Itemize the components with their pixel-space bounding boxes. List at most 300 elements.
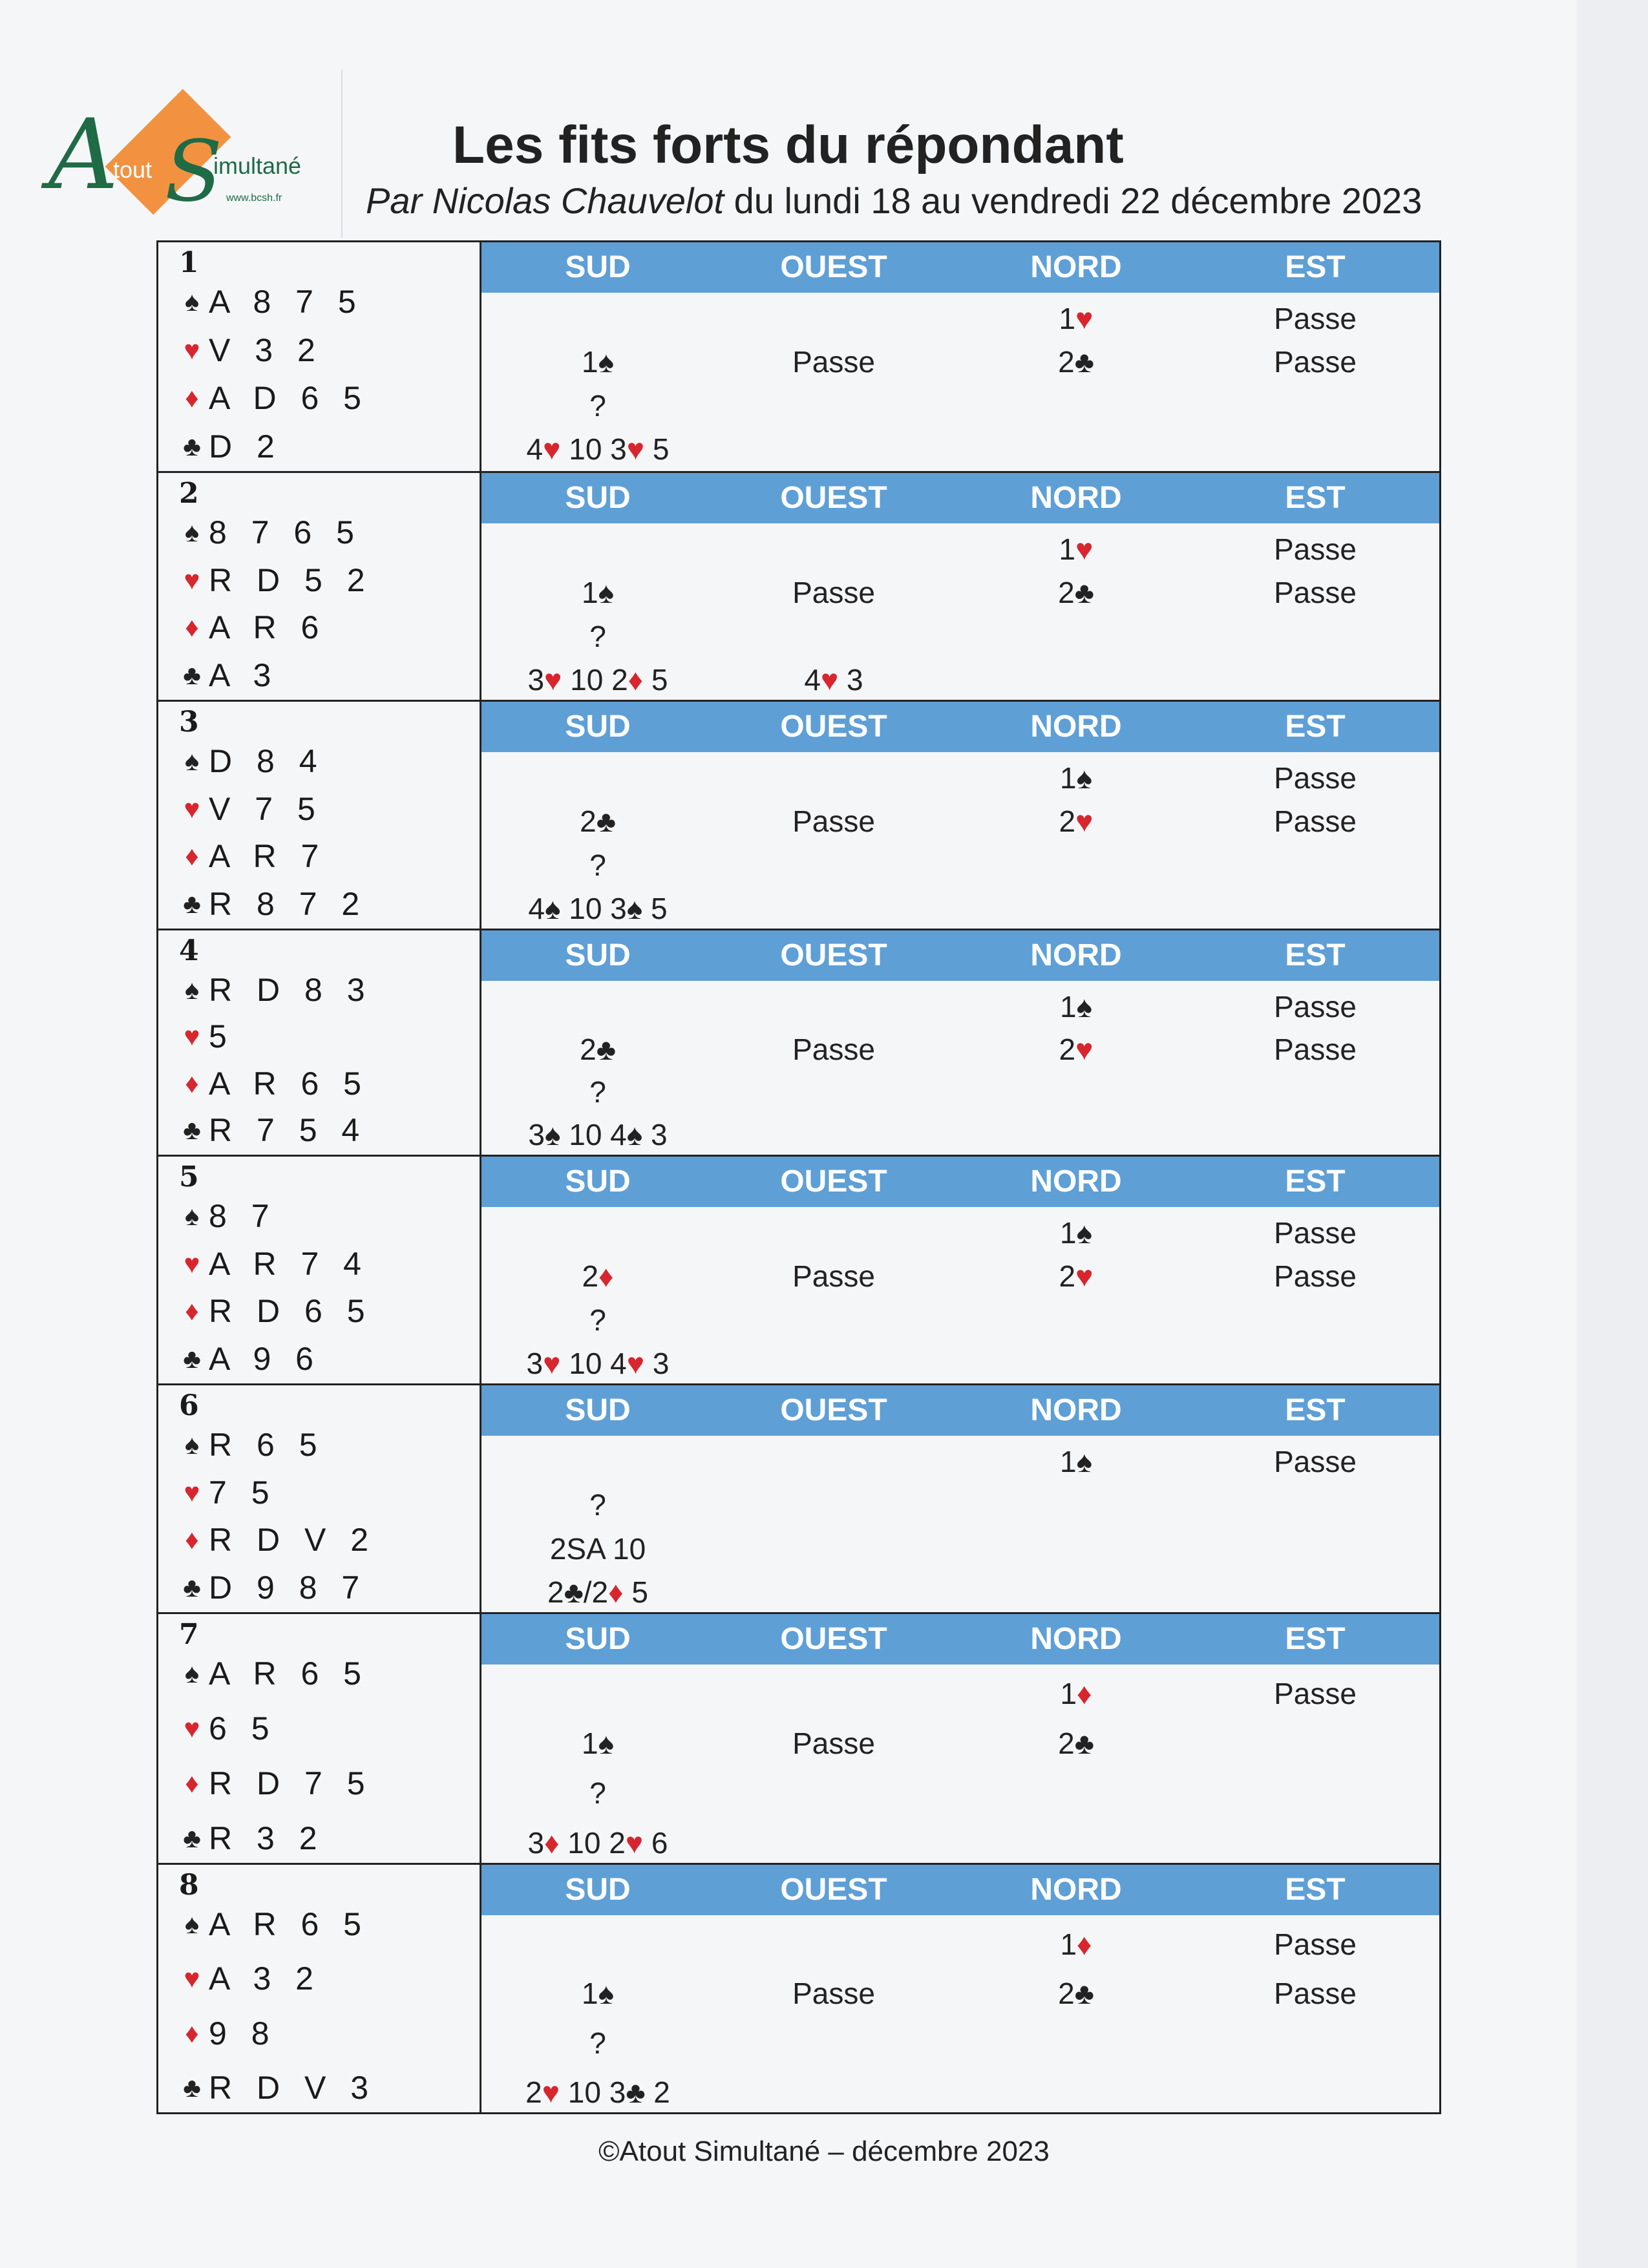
diamonds-icon: ♦: [185, 1524, 199, 1555]
deal-2: [158, 471, 1439, 700]
bidding-header: [481, 1614, 1439, 1664]
header-nord: NORD: [1030, 1873, 1122, 1907]
bid-sud: [481, 1531, 714, 1567]
logo-url: www.bcsh.fr: [226, 193, 282, 204]
bid-text: 10 2: [562, 663, 628, 697]
hearts-icon: ♥: [184, 1021, 200, 1052]
bid-sud: [481, 1117, 714, 1153]
club-icon: ♣: [596, 1033, 616, 1066]
cards: A R 7: [209, 838, 327, 875]
bid-text: 1: [1059, 532, 1076, 566]
cards: A R 7 4: [209, 1245, 369, 1282]
bid-text: 2: [1058, 1977, 1075, 2011]
spades-icon: ♠: [184, 1201, 200, 1231]
suit-row-diamonds: [175, 1764, 480, 1803]
bid-sud: [481, 1775, 714, 1811]
bid-nord: [960, 760, 1192, 796]
header-sud: SUD: [565, 250, 631, 284]
cards: A 8 7 5: [209, 284, 364, 320]
bidding-header: [481, 1385, 1439, 1436]
bid-text: 3: [644, 1347, 670, 1380]
bid-est: [1199, 760, 1431, 796]
header-ouest: OUEST: [780, 1164, 887, 1199]
bid-text: 5: [642, 892, 668, 925]
bid-nord: [960, 1675, 1192, 1712]
bid-text: 2: [1058, 576, 1075, 610]
clubs-icon: ♣: [183, 1571, 201, 1602]
header-ouest: OUEST: [780, 938, 887, 972]
suit-row-diamonds: [175, 837, 480, 876]
bid-text: 2: [580, 804, 597, 839]
bid-text: 3: [526, 1347, 544, 1380]
bidding-area: [481, 1385, 1439, 1612]
suit-row-diamonds: [175, 2014, 480, 2053]
cards: R D 5 2: [209, 562, 373, 598]
header-sud: SUD: [565, 1164, 631, 1199]
cards: 8 7 6 5: [209, 514, 362, 551]
clubs-icon: ♣: [183, 430, 201, 461]
clubs-icon: ♣: [183, 1343, 201, 1374]
bid-text: Passe: [792, 1977, 875, 2011]
page-subtitle: [366, 180, 1422, 222]
bid-text: ?: [589, 1776, 606, 1810]
clubs-icon: ♣: [183, 1114, 201, 1145]
bid-text: ?: [589, 388, 606, 423]
bid-text: 10 3: [560, 892, 627, 925]
spade-icon: ♠: [545, 892, 561, 925]
bid-text: Passe: [792, 1727, 875, 1760]
header-sud: SUD: [565, 481, 631, 515]
suit-row-clubs: [175, 885, 480, 923]
suit-row-hearts: [175, 1017, 480, 1056]
header-nord: NORD: [1030, 1622, 1122, 1656]
bidding-header: [481, 1157, 1439, 1207]
bidding-header: [481, 242, 1439, 293]
bid-nord: [960, 1031, 1192, 1067]
page-edge-shade: [1577, 0, 1648, 2268]
bid-ouest: [717, 1725, 950, 1761]
header-nord: NORD: [1030, 709, 1122, 744]
bid-est: [1199, 1675, 1431, 1712]
suit-row-spades: [175, 282, 480, 321]
cards: A 9 6: [209, 1340, 321, 1377]
hearts-icon: ♥: [184, 1248, 200, 1279]
bid-sud: [481, 574, 714, 611]
deal-number: 8: [179, 1869, 199, 1902]
bid-text: /2: [583, 1575, 609, 1609]
bidding-header: [481, 930, 1439, 981]
bid-text: 2: [582, 1259, 599, 1294]
club-icon: ♣: [1074, 576, 1094, 610]
suit-row-clubs: [175, 427, 480, 466]
cards: V 7 5: [209, 790, 323, 827]
deal-5: [158, 1155, 1439, 1383]
hand-cell: [158, 1865, 481, 2112]
bid-sud: [481, 1825, 714, 1861]
bid-text: 3: [838, 663, 863, 697]
bid-nord: [960, 989, 1192, 1025]
suit-row-hearts: [175, 561, 480, 600]
bid-text: 1: [1059, 1216, 1077, 1250]
author-name: Nicolas Chauvelot: [432, 180, 724, 221]
atout-simultane-logo: [39, 78, 343, 239]
bid-text: 3: [642, 1118, 668, 1151]
suit-row-diamonds: [175, 608, 480, 647]
cards: A R 6 5: [209, 1065, 369, 1102]
hearts-icon: ♥: [184, 1476, 200, 1507]
bid-est: [1199, 300, 1431, 337]
bid-est: [1199, 1975, 1431, 2011]
bid-text: 2: [1058, 1727, 1075, 1760]
cards: 7 5: [209, 1474, 277, 1511]
bid-text: Passe: [1274, 576, 1357, 610]
cards: R 3 2: [209, 1820, 325, 1856]
heart-icon: ♥: [626, 1347, 645, 1380]
bid-text: 5: [643, 663, 668, 697]
deal-number: 6: [179, 1389, 199, 1422]
bid-nord: [960, 803, 1192, 839]
bid-text: 10 3: [560, 432, 627, 466]
hand: [175, 513, 480, 695]
bid-text: Passe: [1274, 1216, 1357, 1250]
suit-row-spades: [175, 971, 480, 1009]
cards: R 7 5 4: [209, 1111, 368, 1148]
bid-text: ?: [589, 1303, 606, 1337]
bid-est: [1199, 1444, 1431, 1480]
spade-icon: ♠: [1076, 990, 1093, 1024]
bid-text: Passe: [1274, 1977, 1357, 2011]
bid-text: ?: [589, 619, 606, 653]
header-sud: SUD: [565, 1873, 631, 1907]
bid-text: 1: [1059, 990, 1077, 1024]
cards: R D V 3: [209, 2069, 377, 2106]
bid-text: ?: [589, 848, 606, 882]
cards: V 3 2: [209, 331, 323, 368]
bidding-area: [481, 1614, 1439, 1863]
cards: R 8 7 2: [209, 885, 368, 922]
spade-icon: ♠: [598, 1977, 615, 2011]
page-title: Les fits forts du répondant: [452, 116, 1124, 174]
suit-row-hearts: [175, 1959, 480, 1998]
bid-ouest: [717, 1258, 950, 1294]
spades-icon: ♠: [184, 1909, 200, 1939]
bid-text: 2: [525, 2075, 542, 2109]
header-est: EST: [1285, 250, 1346, 284]
bid-sud: [481, 431, 714, 467]
header-ouest: OUEST: [780, 481, 887, 515]
hearts-icon: ♥: [184, 1963, 200, 1994]
club-icon: ♣: [564, 1575, 584, 1609]
spades-icon: ♠: [184, 974, 200, 1005]
suit-row-spades: [175, 742, 480, 781]
bid-text: 4: [526, 432, 544, 466]
spades-icon: ♠: [184, 1429, 200, 1460]
bid-text: Passe: [1274, 1445, 1357, 1478]
bid-text: 2: [1059, 1259, 1076, 1294]
bid-text: Passe: [1274, 532, 1357, 566]
bid-est: [1199, 803, 1431, 839]
bidding-area: [481, 242, 1439, 471]
hand-cell: [158, 930, 481, 1155]
bidding-area: [481, 473, 1439, 700]
heart-icon: ♥: [626, 432, 645, 466]
heart-icon: ♥: [1075, 302, 1093, 335]
suit-row-spades: [175, 1654, 480, 1693]
bid-text: Passe: [1274, 1033, 1357, 1066]
header-est: EST: [1285, 709, 1346, 744]
club-icon: ♣: [596, 804, 616, 839]
logo-letter-a: A: [48, 99, 119, 211]
diamond-icon: ♦: [628, 663, 644, 697]
bid-sud: [481, 1302, 714, 1338]
bid-sud: [481, 847, 714, 883]
bid-nord: [960, 531, 1192, 567]
clubs-icon: ♣: [183, 1823, 201, 1853]
bid-sud: [481, 618, 714, 655]
deal-1: [158, 242, 1439, 471]
bid-text: 2: [1058, 345, 1075, 379]
bid-text: 6: [643, 1826, 668, 1860]
bid-sud: [481, 2025, 714, 2061]
bid-text: 1: [1060, 1677, 1077, 1710]
bidding-area: [481, 930, 1439, 1155]
bidding-header: [481, 473, 1439, 523]
bid-text: Passe: [792, 576, 875, 610]
hand-cell: [158, 1385, 481, 1612]
heart-icon: ♥: [1075, 804, 1093, 839]
header-sud: SUD: [565, 1622, 631, 1656]
deals-table: [156, 240, 1441, 2114]
spade-icon: ♠: [545, 1118, 561, 1151]
heart-icon: ♥: [542, 2075, 560, 2109]
bid-text: 2SA 10: [549, 1531, 646, 1566]
cards: A 3 2: [209, 1960, 321, 1997]
club-icon: ♣: [1074, 1727, 1094, 1760]
cards: A R 6: [209, 609, 327, 646]
cards: A R 6 5: [209, 1906, 369, 1942]
bid-text: 2: [580, 1033, 597, 1066]
spade-icon: ♠: [598, 345, 615, 379]
diamonds-icon: ♦: [185, 2017, 199, 2048]
bid-ouest: [717, 803, 950, 839]
clubs-icon: ♣: [183, 659, 201, 690]
header-est: EST: [1285, 938, 1346, 972]
heart-icon: ♥: [1075, 532, 1093, 566]
bid-sud: [481, 1725, 714, 1761]
suit-row-hearts: [175, 331, 480, 370]
suit-row-clubs: [175, 1111, 480, 1150]
bid-ouest: [717, 574, 950, 611]
cards: R D 8 3: [209, 972, 373, 1008]
cards: D 8 4: [209, 743, 325, 779]
hand-cell: [158, 1157, 481, 1383]
hand: [175, 1425, 480, 1607]
bid-text: 5: [623, 1575, 648, 1609]
bid-text: 3: [527, 1826, 545, 1860]
bid-text: Passe: [1274, 302, 1357, 335]
bid-text: 1: [1059, 1445, 1077, 1478]
hand: [175, 1905, 480, 2107]
club-icon: ♣: [1074, 1977, 1094, 2011]
cards: R D V 2: [209, 1522, 377, 1559]
heart-icon: ♥: [1075, 1259, 1093, 1294]
bid-sud: [481, 803, 714, 839]
bid-text: 4: [804, 663, 821, 697]
spade-icon: ♠: [598, 1727, 615, 1760]
bid-est: [1199, 1215, 1431, 1251]
bid-est: [1199, 1926, 1431, 1962]
suit-row-clubs: [175, 656, 480, 695]
bid-sud: [481, 1074, 714, 1110]
bid-text: Passe: [1274, 990, 1357, 1024]
bid-sud: [481, 1031, 714, 1067]
diamonds-icon: ♦: [185, 841, 199, 872]
deal-number: 7: [179, 1618, 199, 1651]
bid-text: Passe: [792, 345, 875, 379]
logo-text-tout: tout: [113, 156, 153, 183]
bid-sud: [481, 1487, 714, 1523]
deal-4: [158, 929, 1439, 1155]
header-est: EST: [1285, 1873, 1346, 1907]
bid-text: Passe: [1274, 1677, 1357, 1710]
suit-row-clubs: [175, 2068, 480, 2107]
spades-icon: ♠: [184, 746, 200, 776]
header-est: EST: [1285, 481, 1346, 515]
bid-nord: [960, 300, 1192, 337]
bid-text: Passe: [1274, 804, 1357, 839]
bid-text: 2: [547, 1575, 564, 1609]
bid-text: ?: [589, 1075, 606, 1109]
cards: A 3: [209, 656, 279, 693]
cards: A R 6 5: [209, 1655, 369, 1692]
bid-sud: [481, 1258, 714, 1294]
header-est: EST: [1285, 1393, 1346, 1427]
copyright-footer: ©Atout Simultané – décembre 2023: [598, 2136, 1050, 2167]
hand: [175, 971, 480, 1150]
heart-icon: ♥: [543, 1347, 561, 1380]
cards: 5: [209, 1018, 235, 1055]
diamond-icon: ♦: [1077, 1927, 1092, 1961]
logo-letter-s: S: [165, 122, 223, 220]
bid-text: ?: [589, 1488, 606, 1522]
cards: D 2: [209, 428, 282, 465]
spade-icon: ♠: [626, 1118, 643, 1151]
cards: A D 6 5: [209, 380, 369, 417]
bid-sud: [481, 344, 714, 380]
bid-text: 3: [527, 663, 545, 697]
diamond-icon: ♦: [1077, 1677, 1092, 1710]
bid-sud: [481, 2074, 714, 2110]
bid-text: Passe: [792, 1033, 875, 1066]
bid-text: Passe: [792, 1259, 875, 1294]
deal-7: [158, 1612, 1439, 1863]
bid-est: [1199, 989, 1431, 1025]
club-icon: ♣: [626, 2075, 646, 2109]
bid-nord: [960, 1444, 1192, 1480]
header-nord: NORD: [1030, 938, 1122, 972]
header-nord: NORD: [1030, 481, 1122, 515]
hearts-icon: ♥: [184, 1713, 200, 1743]
bid-text: 1: [581, 345, 598, 379]
cards: 8 7: [209, 1198, 277, 1234]
bid-nord: [960, 1215, 1192, 1251]
header-sud: SUD: [565, 1393, 631, 1427]
suit-row-clubs: [175, 1568, 480, 1607]
suit-row-hearts: [175, 1473, 480, 1512]
deal-8: [158, 1863, 1439, 2112]
bid-text: 1: [581, 1727, 598, 1760]
bidding-area: [481, 1865, 1439, 2112]
diamond-icon: ♦: [598, 1259, 614, 1294]
bid-text: 10 3: [560, 2075, 626, 2109]
cards: R D 7 5: [209, 1765, 373, 1801]
deal-number: 5: [179, 1160, 199, 1193]
deal-number: 3: [179, 706, 199, 739]
spades-icon: ♠: [184, 517, 200, 547]
bid-text: 3: [528, 1118, 545, 1151]
spades-icon: ♠: [184, 286, 200, 317]
bidding-area: [481, 1157, 1439, 1383]
header-est: EST: [1285, 1164, 1346, 1199]
diamonds-icon: ♦: [185, 383, 199, 414]
header-nord: NORD: [1030, 1393, 1122, 1427]
bid-nord: [960, 1975, 1192, 2011]
suit-row-diamonds: [175, 379, 480, 417]
bid-sud: [481, 662, 714, 698]
bid-sud: [481, 1975, 714, 2011]
bid-ouest: [717, 662, 950, 698]
deal-number: 1: [179, 246, 199, 279]
bid-text: ?: [589, 2026, 606, 2060]
clubs-icon: ♣: [183, 888, 201, 919]
bid-est: [1199, 1031, 1431, 1067]
diamonds-icon: ♦: [185, 1768, 199, 1798]
header-ouest: OUEST: [780, 709, 887, 744]
diamond-icon: ♦: [544, 1826, 560, 1860]
header-nord: NORD: [1030, 1164, 1122, 1199]
bid-text: 1: [1060, 1927, 1077, 1961]
deal-3: [158, 700, 1439, 929]
hand: [175, 1654, 480, 1858]
hearts-icon: ♥: [184, 564, 200, 595]
spades-icon: ♠: [184, 1658, 200, 1688]
suit-row-spades: [175, 1905, 480, 1944]
suit-row-clubs: [175, 1339, 480, 1378]
logo-divider: [341, 70, 343, 238]
deal-number: 4: [179, 934, 199, 967]
bid-nord: [960, 574, 1192, 611]
bidding-header: [481, 702, 1439, 752]
bid-sud: [481, 1574, 714, 1610]
hand-cell: [158, 242, 481, 471]
spade-icon: ♠: [1076, 761, 1093, 795]
header-ouest: OUEST: [780, 1873, 887, 1907]
bid-text: 1: [1059, 761, 1077, 795]
cards: R 6 5: [209, 1427, 325, 1463]
bid-text: 2: [645, 2075, 670, 2109]
hearts-icon: ♥: [184, 334, 200, 365]
suit-row-hearts: [175, 1244, 480, 1283]
logo-text-imultane: imultané: [213, 152, 302, 179]
suit-row-spades: [175, 1425, 480, 1464]
hand-cell: [158, 1614, 481, 1863]
bid-text: 1: [581, 576, 598, 610]
heart-icon: ♥: [543, 432, 561, 466]
hand-cell: [158, 473, 481, 700]
club-icon: ♣: [1074, 345, 1094, 379]
bid-nord: [960, 1258, 1192, 1294]
heart-icon: ♥: [820, 663, 839, 697]
